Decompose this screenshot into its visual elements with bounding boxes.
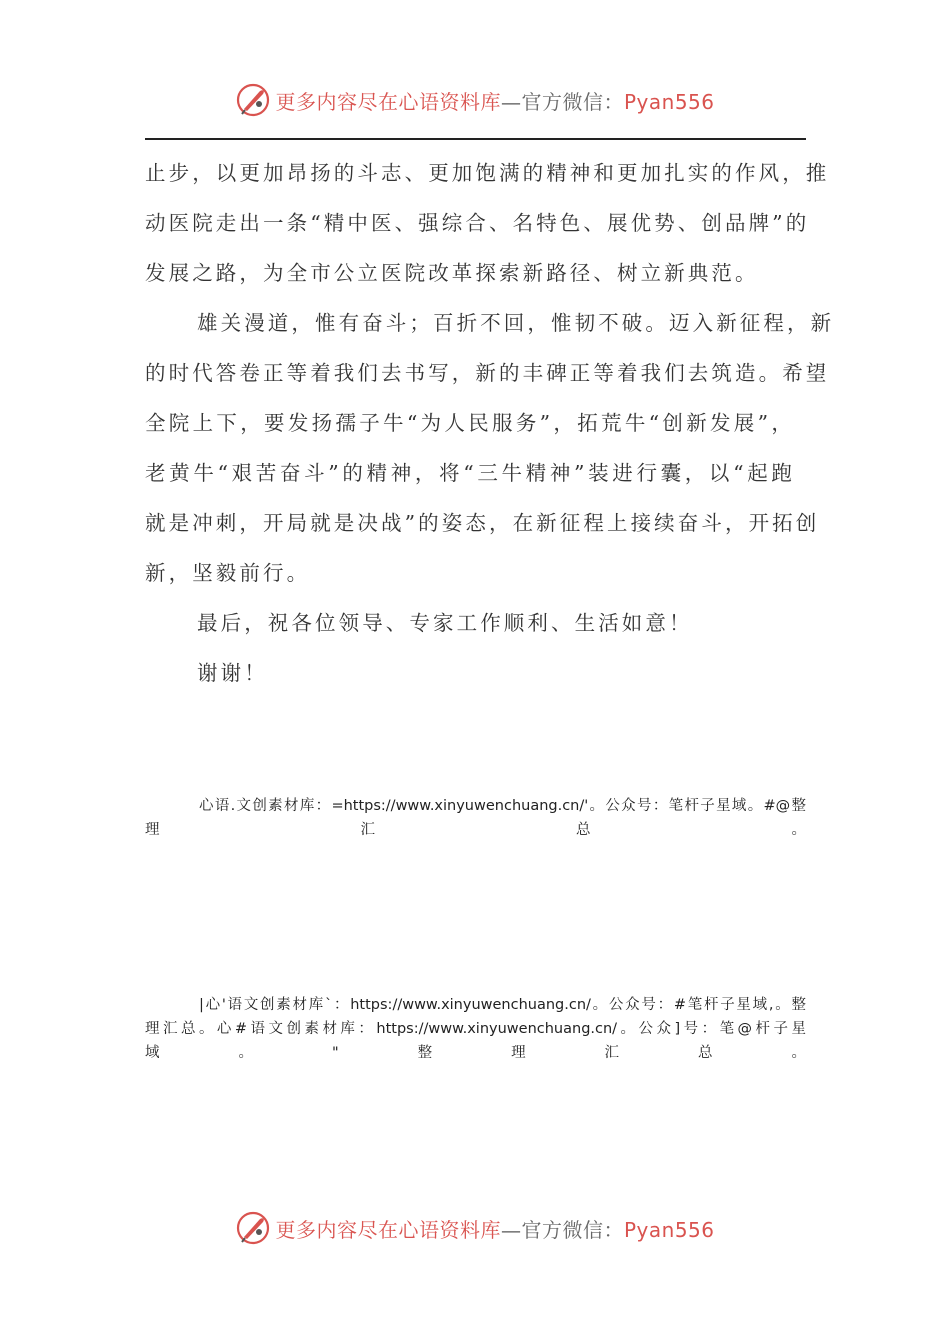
text-line: 发展之路，为全市公立医院改革探索新路径、树立新典范。: [145, 261, 759, 285]
header-banner: [0, 82, 950, 118]
note-line: 心语.文创素材库：=https://www.xinyuwenchuang.cn/'。公众号：笔杆子星域。#@整: [199, 798, 806, 814]
note-line: 理汇总。心#语文创素材库：https://www.xinyuwenchuang.cn/。公众]号：笔@杆子星: [145, 1021, 806, 1037]
paragraph-4: [145, 648, 795, 698]
text-line: 止步，以更加昂扬的斗志、更加饱满的精神和更加扎实的作风，推: [145, 161, 830, 185]
header-brand: 更多内容尽在心语资料库: [275, 89, 501, 114]
header-wechat-label: 官方微信：: [521, 89, 624, 114]
note-line: 理汇总。: [145, 822, 806, 838]
document-body: [145, 148, 835, 698]
text-line: 最后，祝各位领导、专家工作顺利、生活如意！: [197, 611, 693, 635]
footer-brand: 更多内容尽在心语资料库: [275, 1217, 501, 1242]
text-line: 的时代答卷正等着我们去书写，新的丰碑正等着我们去筑造。希望: [145, 361, 830, 385]
source-note-1: [145, 794, 806, 842]
quill-pen-icon: [235, 1210, 271, 1246]
paragraph-3: [145, 598, 795, 648]
text-line: 全院上下，要发扬孺子牛“为人民服务”，拓荒牛“创新发展”，: [145, 411, 795, 435]
text-line: 雄关漫道，惟有奋斗；百折不回，惟韧不破。迈入新征程，新: [197, 311, 835, 335]
paragraph-2: [145, 298, 835, 598]
text-line: 老黄牛“艰苦奋斗”的精神，将“三牛精神”装进行囊，以“起跑: [145, 461, 795, 485]
header-divider: [145, 138, 806, 140]
note-line: 域。"整理汇总。: [145, 1045, 806, 1061]
source-note-2: [145, 993, 806, 1065]
text-line: 谢谢！: [197, 661, 268, 685]
footer-wechat-id: Pyan556: [623, 1217, 715, 1242]
note-line: |心'语文创素材库`：https://www.xinyuwenchuang.cn/。公众号：#笔杆子星域,。整: [199, 997, 806, 1013]
quill-pen-icon: [235, 82, 271, 118]
text-line: 新，坚毅前行。: [145, 561, 311, 585]
text-line: 动医院走出一条“精中医、强综合、名特色、展优势、创品牌”的: [145, 211, 810, 235]
paragraph-1: [145, 148, 830, 298]
footer-separator: —: [500, 1217, 522, 1242]
footer-banner: [0, 1210, 950, 1246]
header-separator: —: [500, 89, 522, 114]
text-line: 就是冲刺，开局就是决战”的姿态，在新征程上接续奋斗，开拓创: [145, 511, 820, 535]
header-wechat-id: Pyan556: [623, 89, 715, 114]
footer-wechat-label: 官方微信：: [521, 1217, 624, 1242]
